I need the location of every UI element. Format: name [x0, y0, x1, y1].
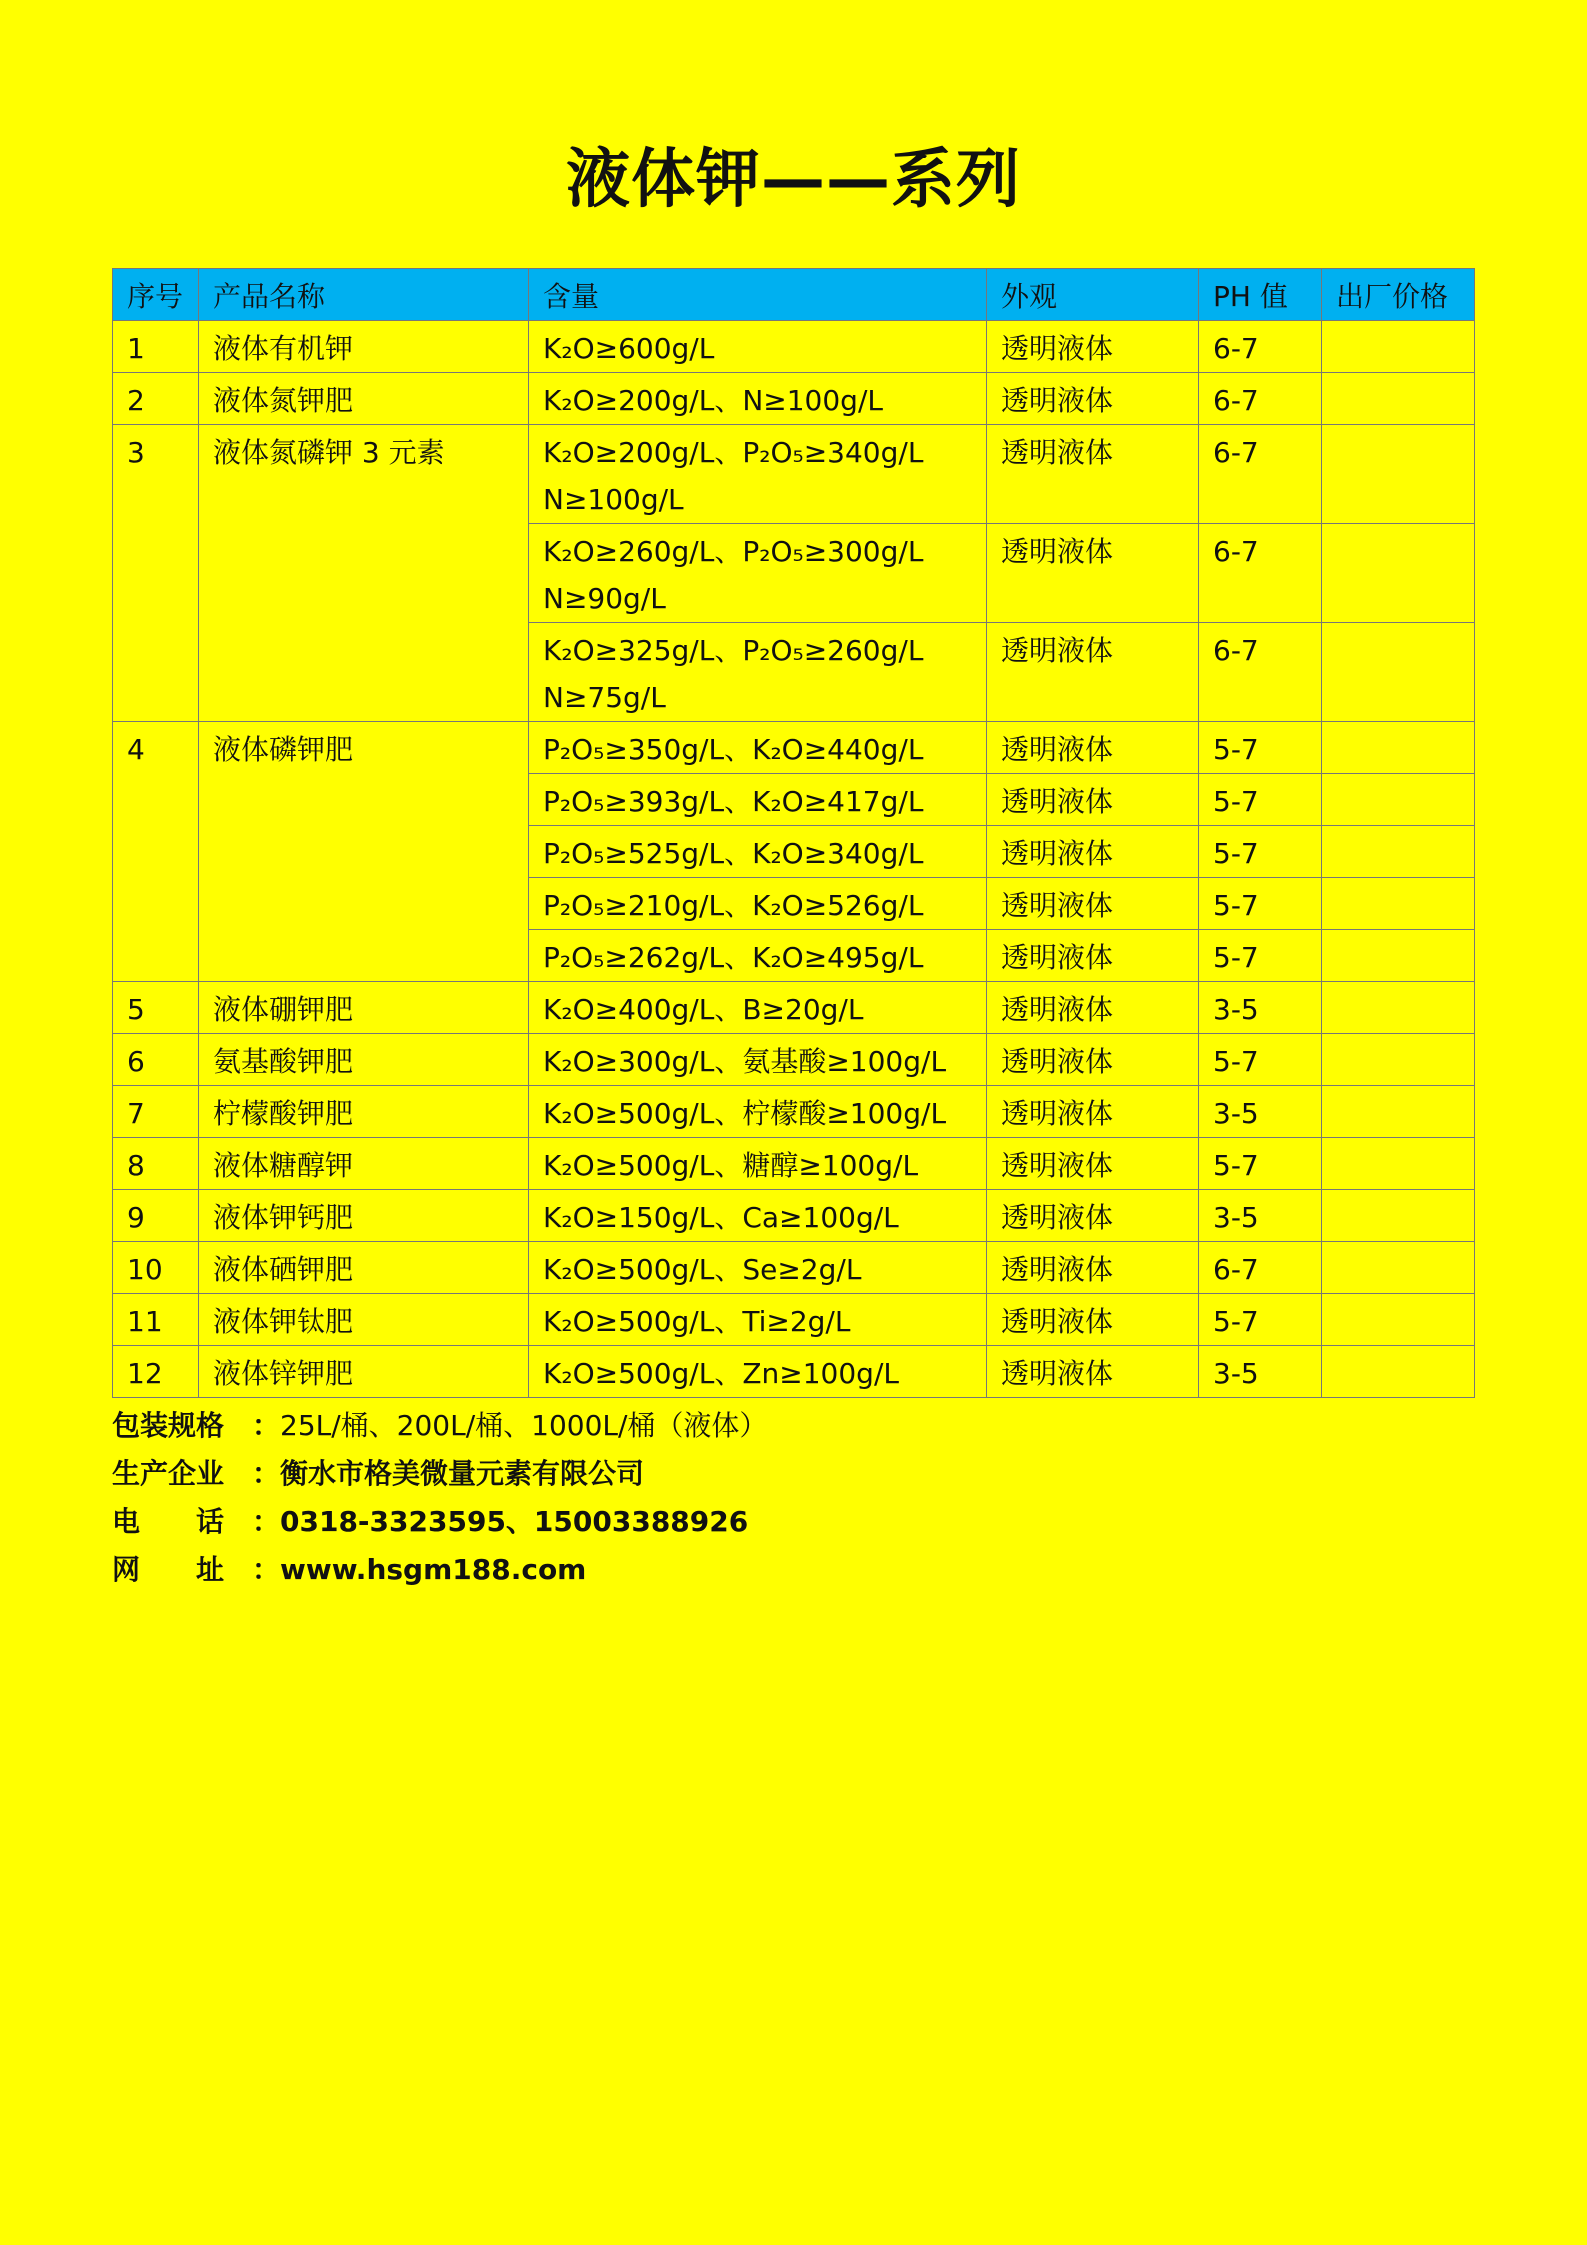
producer-value: 衡水市格美微量元素有限公司: [280, 1457, 645, 1490]
cell-appearance: 透明液体: [987, 425, 1199, 524]
cell-appearance: 透明液体: [987, 982, 1199, 1034]
cell-appearance: 透明液体: [987, 373, 1199, 425]
cell-ph: 3-5: [1199, 1346, 1322, 1398]
cell-appearance: 透明液体: [987, 1294, 1199, 1346]
cell-ph: 6-7: [1199, 321, 1322, 373]
cell-content: K₂O≥300g/L、氨基酸≥100g/L: [529, 1034, 987, 1086]
cell-ph: 5-7: [1199, 878, 1322, 930]
product-table: [112, 268, 1475, 1398]
cell-ph: 5-7: [1199, 1034, 1322, 1086]
table-row: [113, 321, 1475, 373]
cell-price: [1322, 1086, 1475, 1138]
cell-ph: 6-7: [1199, 425, 1322, 524]
packaging-label: 包装规格: [112, 1409, 225, 1442]
phone-separator: ：: [252, 1505, 281, 1538]
table-row: [113, 1086, 1475, 1138]
cell-appearance: 透明液体: [987, 623, 1199, 722]
page-title: 液体钾——系列: [566, 143, 1021, 217]
cell-appearance: 透明液体: [987, 1190, 1199, 1242]
cell-content: P₂O₅≥393g/L、K₂O≥417g/L: [529, 774, 987, 826]
cell-content: K₂O≥600g/L: [529, 321, 987, 373]
cell-price: [1322, 982, 1475, 1034]
cell-product-name: 液体钾钙肥: [199, 1190, 529, 1242]
producer-label: 生产企业: [112, 1457, 225, 1490]
table-row: [113, 1190, 1475, 1242]
cell-appearance: 透明液体: [987, 878, 1199, 930]
cell-number: 3: [113, 425, 199, 722]
producer-row: [112, 1450, 767, 1498]
cell-content: K₂O≥500g/L、Zn≥100g/L: [529, 1346, 987, 1398]
cell-price: [1322, 722, 1475, 774]
phone-label: 电 话: [112, 1505, 225, 1538]
cell-appearance: 透明液体: [987, 1086, 1199, 1138]
cell-content: K₂O≥325g/L、P₂O₅≥260g/L N≥75g/L: [529, 623, 987, 722]
cell-number: 4: [113, 722, 199, 982]
header-content: 含量: [529, 269, 987, 321]
phone-row: [112, 1498, 767, 1546]
table-row: [113, 982, 1475, 1034]
cell-number: 11: [113, 1294, 199, 1346]
cell-price: [1322, 878, 1475, 930]
cell-price: [1322, 623, 1475, 722]
cell-appearance: 透明液体: [987, 930, 1199, 982]
table-row: [113, 1346, 1475, 1398]
cell-ph: 5-7: [1199, 1294, 1322, 1346]
packaging-separator: ：: [252, 1409, 281, 1442]
cell-product-name: 液体有机钾: [199, 321, 529, 373]
cell-content: K₂O≥260g/L、P₂O₅≥300g/L N≥90g/L: [529, 524, 987, 623]
cell-number: 6: [113, 1034, 199, 1086]
header-appearance: 外观: [987, 269, 1199, 321]
cell-content: P₂O₅≥210g/L、K₂O≥526g/L: [529, 878, 987, 930]
cell-content: P₂O₅≥525g/L、K₂O≥340g/L: [529, 826, 987, 878]
header-ph: PH 值: [1199, 269, 1322, 321]
cell-ph: 6-7: [1199, 373, 1322, 425]
cell-number: 8: [113, 1138, 199, 1190]
cell-appearance: 透明液体: [987, 826, 1199, 878]
cell-content: K₂O≥400g/L、B≥20g/L: [529, 982, 987, 1034]
cell-price: [1322, 826, 1475, 878]
cell-number: 2: [113, 373, 199, 425]
cell-price: [1322, 1346, 1475, 1398]
phone-value: 0318-3323595、15003388926: [280, 1505, 749, 1538]
cell-appearance: 透明液体: [987, 1346, 1199, 1398]
cell-product-name: 液体磷钾肥: [199, 722, 529, 982]
cell-price: [1322, 1138, 1475, 1190]
cell-content: P₂O₅≥350g/L、K₂O≥440g/L: [529, 722, 987, 774]
cell-ph: 3-5: [1199, 1086, 1322, 1138]
cell-appearance: 透明液体: [987, 1138, 1199, 1190]
cell-appearance: 透明液体: [987, 1034, 1199, 1086]
cell-product-name: 液体氮磷钾 3 元素: [199, 425, 529, 722]
cell-content: K₂O≥500g/L、Ti≥2g/L: [529, 1294, 987, 1346]
cell-content: K₂O≥200g/L、N≥100g/L: [529, 373, 987, 425]
cell-price: [1322, 373, 1475, 425]
cell-appearance: 透明液体: [987, 774, 1199, 826]
header-product-name: 产品名称: [199, 269, 529, 321]
cell-product-name: 液体钾钛肥: [199, 1294, 529, 1346]
table-row: [113, 1034, 1475, 1086]
cell-product-name: 液体硒钾肥: [199, 1242, 529, 1294]
website-link[interactable]: www.hsgm188.com: [280, 1553, 587, 1586]
cell-product-name: 柠檬酸钾肥: [199, 1086, 529, 1138]
cell-price: [1322, 321, 1475, 373]
cell-ph: 3-5: [1199, 982, 1322, 1034]
cell-number: 1: [113, 321, 199, 373]
website-separator: ：: [252, 1553, 281, 1586]
cell-product-name: 氨基酸钾肥: [199, 1034, 529, 1086]
company-info: [112, 1402, 767, 1594]
header-price: 出厂价格: [1322, 269, 1475, 321]
cell-number: 5: [113, 982, 199, 1034]
cell-ph: 6-7: [1199, 623, 1322, 722]
cell-appearance: 透明液体: [987, 722, 1199, 774]
cell-price: [1322, 930, 1475, 982]
cell-content: K₂O≥500g/L、柠檬酸≥100g/L: [529, 1086, 987, 1138]
cell-product-name: 液体硼钾肥: [199, 982, 529, 1034]
cell-ph: 5-7: [1199, 1138, 1322, 1190]
table-row: [113, 722, 1475, 774]
cell-product-name: 液体糖醇钾: [199, 1138, 529, 1190]
cell-appearance: 透明液体: [987, 1242, 1199, 1294]
cell-number: 7: [113, 1086, 199, 1138]
cell-content: P₂O₅≥262g/L、K₂O≥495g/L: [529, 930, 987, 982]
cell-ph: 5-7: [1199, 930, 1322, 982]
website-row: [112, 1546, 767, 1594]
table-row: [113, 1138, 1475, 1190]
cell-price: [1322, 1294, 1475, 1346]
cell-ph: 5-7: [1199, 774, 1322, 826]
cell-number: 10: [113, 1242, 199, 1294]
cell-price: [1322, 425, 1475, 524]
cell-content: K₂O≥500g/L、糖醇≥100g/L: [529, 1138, 987, 1190]
packaging-value: 25L/桶、200L/桶、1000L/桶（液体）: [280, 1409, 768, 1442]
table-row: [113, 1242, 1475, 1294]
cell-content: K₂O≥150g/L、Ca≥100g/L: [529, 1190, 987, 1242]
cell-price: [1322, 524, 1475, 623]
cell-product-name: 液体氮钾肥: [199, 373, 529, 425]
header-number: 序号: [113, 269, 199, 321]
cell-price: [1322, 1190, 1475, 1242]
website-label: 网 址: [112, 1553, 225, 1586]
table-row: [113, 373, 1475, 425]
cell-price: [1322, 1034, 1475, 1086]
cell-price: [1322, 774, 1475, 826]
cell-number: 12: [113, 1346, 199, 1398]
table-row: [113, 425, 1475, 524]
cell-ph: 5-7: [1199, 722, 1322, 774]
cell-content: K₂O≥500g/L、Se≥2g/L: [529, 1242, 987, 1294]
cell-ph: 6-7: [1199, 524, 1322, 623]
cell-appearance: 透明液体: [987, 524, 1199, 623]
cell-ph: 6-7: [1199, 1242, 1322, 1294]
cell-ph: 5-7: [1199, 826, 1322, 878]
producer-separator: ：: [252, 1457, 281, 1490]
cell-appearance: 透明液体: [987, 321, 1199, 373]
table-header-row: [113, 269, 1475, 321]
cell-content: K₂O≥200g/L、P₂O₅≥340g/L N≥100g/L: [529, 425, 987, 524]
cell-price: [1322, 1242, 1475, 1294]
cell-ph: 3-5: [1199, 1190, 1322, 1242]
cell-product-name: 液体锌钾肥: [199, 1346, 529, 1398]
packaging-row: [112, 1402, 767, 1450]
cell-number: 9: [113, 1190, 199, 1242]
table-row: [113, 1294, 1475, 1346]
